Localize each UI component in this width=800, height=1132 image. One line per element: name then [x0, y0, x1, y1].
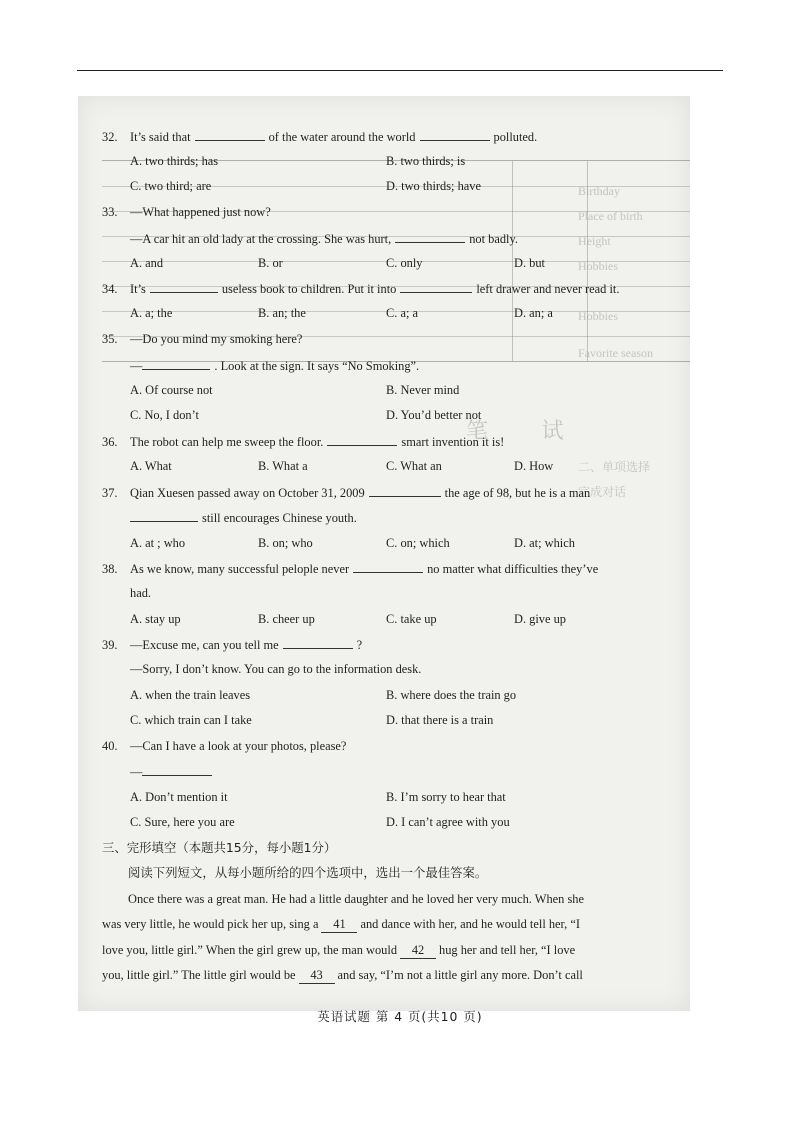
question-number: 36. [102, 435, 118, 449]
question-number: 33. [102, 205, 118, 219]
option-c[interactable]: C. a; a [386, 306, 418, 320]
question-33: 33. —What happened just now? [102, 205, 271, 219]
top-rule [77, 70, 723, 71]
option-d[interactable]: D. at; which [514, 536, 575, 550]
answer-blank[interactable] [142, 357, 210, 370]
question-40: 40. —Can I have a look at your photos, please? [102, 739, 347, 753]
option-c[interactable]: C. take up [386, 612, 437, 626]
bleed-through-text: Place of birth [578, 209, 643, 223]
option-d[interactable]: D. give up [514, 612, 566, 626]
bleed-through-text: 二、单项选择 [578, 460, 651, 474]
question-38-line2: had. [130, 586, 151, 600]
question-35: 35. —Do you mind my smoking here? [102, 332, 303, 346]
question-number: 34. [102, 282, 118, 296]
option-a[interactable]: A. a; the [130, 306, 173, 320]
bleed-through-text: Favorite season [578, 346, 653, 360]
option-d[interactable]: D. I can’t agree with you [386, 815, 510, 829]
option-d[interactable]: D. that there is a train [386, 713, 494, 727]
option-d[interactable]: D. You’d better not [386, 408, 482, 422]
passage-line: you, little girl.” The little girl would be 43 and say, “I’m not a little girl any more. Don’t call [102, 968, 583, 982]
question-number: 39. [102, 638, 118, 652]
option-d[interactable]: D. an; a [514, 306, 553, 320]
question-number: 38. [102, 562, 118, 576]
option-a[interactable]: A. when the train leaves [130, 688, 251, 702]
option-b[interactable]: B. an; the [258, 306, 306, 320]
answer-blank[interactable] [327, 433, 397, 446]
question-number: 35. [102, 332, 118, 346]
option-b[interactable]: B. where does the train go [386, 688, 517, 702]
question-37: 37. Qian Xuesen passed away on October 31, 2009 the age of 98, but he is a man [102, 486, 591, 500]
option-c[interactable]: C. two third; are [130, 179, 212, 193]
option-c[interactable]: C. Sure, here you are [130, 815, 235, 829]
question-40-line2: — [130, 763, 216, 780]
option-b[interactable]: B. Never mind [386, 383, 460, 397]
section-instruction: 阅读下列短文，从每小题所给的四个选项中，选出一个最佳答案。 [128, 865, 488, 880]
cloze-blank-41[interactable]: 41 [321, 916, 357, 933]
section-heading: 三、完形填空（本题共15分，每小题1分） [102, 840, 337, 855]
bleed-through-heading: 笔 试 [466, 418, 588, 443]
question-39: 39. —Excuse me, can you tell me ? [102, 638, 363, 652]
answer-blank[interactable] [283, 636, 353, 649]
question-number: 32. [102, 130, 118, 144]
option-d[interactable]: D. but [514, 256, 545, 270]
answer-blank[interactable] [195, 128, 265, 141]
bleed-through-text: Birthday [578, 184, 620, 198]
answer-blank[interactable] [142, 763, 212, 776]
passage-line: was very little, he would pick her up, sing a 41 and dance with her, and he would tell her, “I [102, 917, 580, 931]
option-d[interactable]: D. How [514, 459, 554, 473]
question-38: 38. As we know, many successful pelople never no matter what difficulties they’ve [102, 562, 599, 576]
option-b[interactable]: B. What a [258, 459, 308, 473]
answer-blank[interactable] [400, 280, 472, 293]
option-a[interactable]: A. Of course not [130, 383, 213, 397]
option-a[interactable]: A. stay up [130, 612, 181, 626]
answer-blank[interactable] [150, 280, 218, 293]
option-a[interactable]: A. at ; who [130, 536, 186, 550]
question-34: 34. It’s useless book to children. Put it into left drawer and never read it. [102, 282, 620, 296]
cloze-blank-42[interactable]: 42 [400, 942, 436, 959]
question-35-line2: — . Look at the sign. It says “No Smoking”. [130, 359, 420, 373]
question-36: 36. The robot can help me sweep the floor. smart invention it is! [102, 435, 505, 449]
option-b[interactable]: B. two thirds; is [386, 154, 466, 168]
cloze-blank-43[interactable]: 43 [299, 967, 335, 984]
bleed-through-text: Height [578, 234, 611, 248]
question-32: 32. It’s said that of the water around the world polluted. [102, 130, 538, 144]
option-a[interactable]: A. Don’t mention it [130, 790, 228, 804]
question-number: 37. [102, 486, 118, 500]
answer-blank[interactable] [395, 230, 465, 243]
answer-blank[interactable] [130, 509, 198, 522]
answer-blank[interactable] [420, 128, 490, 141]
bleed-through-text: Hobbies [578, 259, 618, 273]
answer-blank[interactable] [353, 560, 423, 573]
passage-line: love you, little girl.” When the girl grew up, the man would 42 hug her and tell her, “I love [102, 943, 576, 957]
page-footer: 英语试题 第 4 页(共10 页) [317, 1009, 483, 1024]
option-c[interactable]: C. only [386, 256, 423, 270]
option-c[interactable]: C. What an [386, 459, 442, 473]
option-c[interactable]: C. No, I don’t [130, 408, 199, 422]
option-d[interactable]: D. two thirds; have [386, 179, 481, 193]
bleed-through-text: Hobbies [578, 309, 618, 323]
option-b[interactable]: B. cheer up [258, 612, 315, 626]
passage-line: Once there was a great man. He had a little daughter and he loved her very much. When she [128, 892, 584, 906]
bleed-through-text: 完成对话 [578, 485, 627, 499]
question-33-line2: —A car hit an old lady at the crossing. She was hurt, not badly. [130, 232, 518, 246]
question-37-line2: still encourages Chinese youth. [130, 509, 357, 526]
option-a[interactable]: A. two thirds; has [130, 154, 219, 168]
question-39-line2: —Sorry, I don’t know. You can go to the information desk. [130, 662, 422, 676]
option-b[interactable]: B. on; who [258, 536, 313, 550]
option-c[interactable]: C. on; which [386, 536, 450, 550]
option-b[interactable]: B. or [258, 256, 283, 270]
option-c[interactable]: C. which train can I take [130, 713, 252, 727]
option-a[interactable]: A. and [130, 256, 164, 270]
option-a[interactable]: A. What [130, 459, 172, 473]
answer-blank[interactable] [369, 484, 441, 497]
question-number: 40. [102, 739, 118, 753]
option-b[interactable]: B. I’m sorry to hear that [386, 790, 506, 804]
